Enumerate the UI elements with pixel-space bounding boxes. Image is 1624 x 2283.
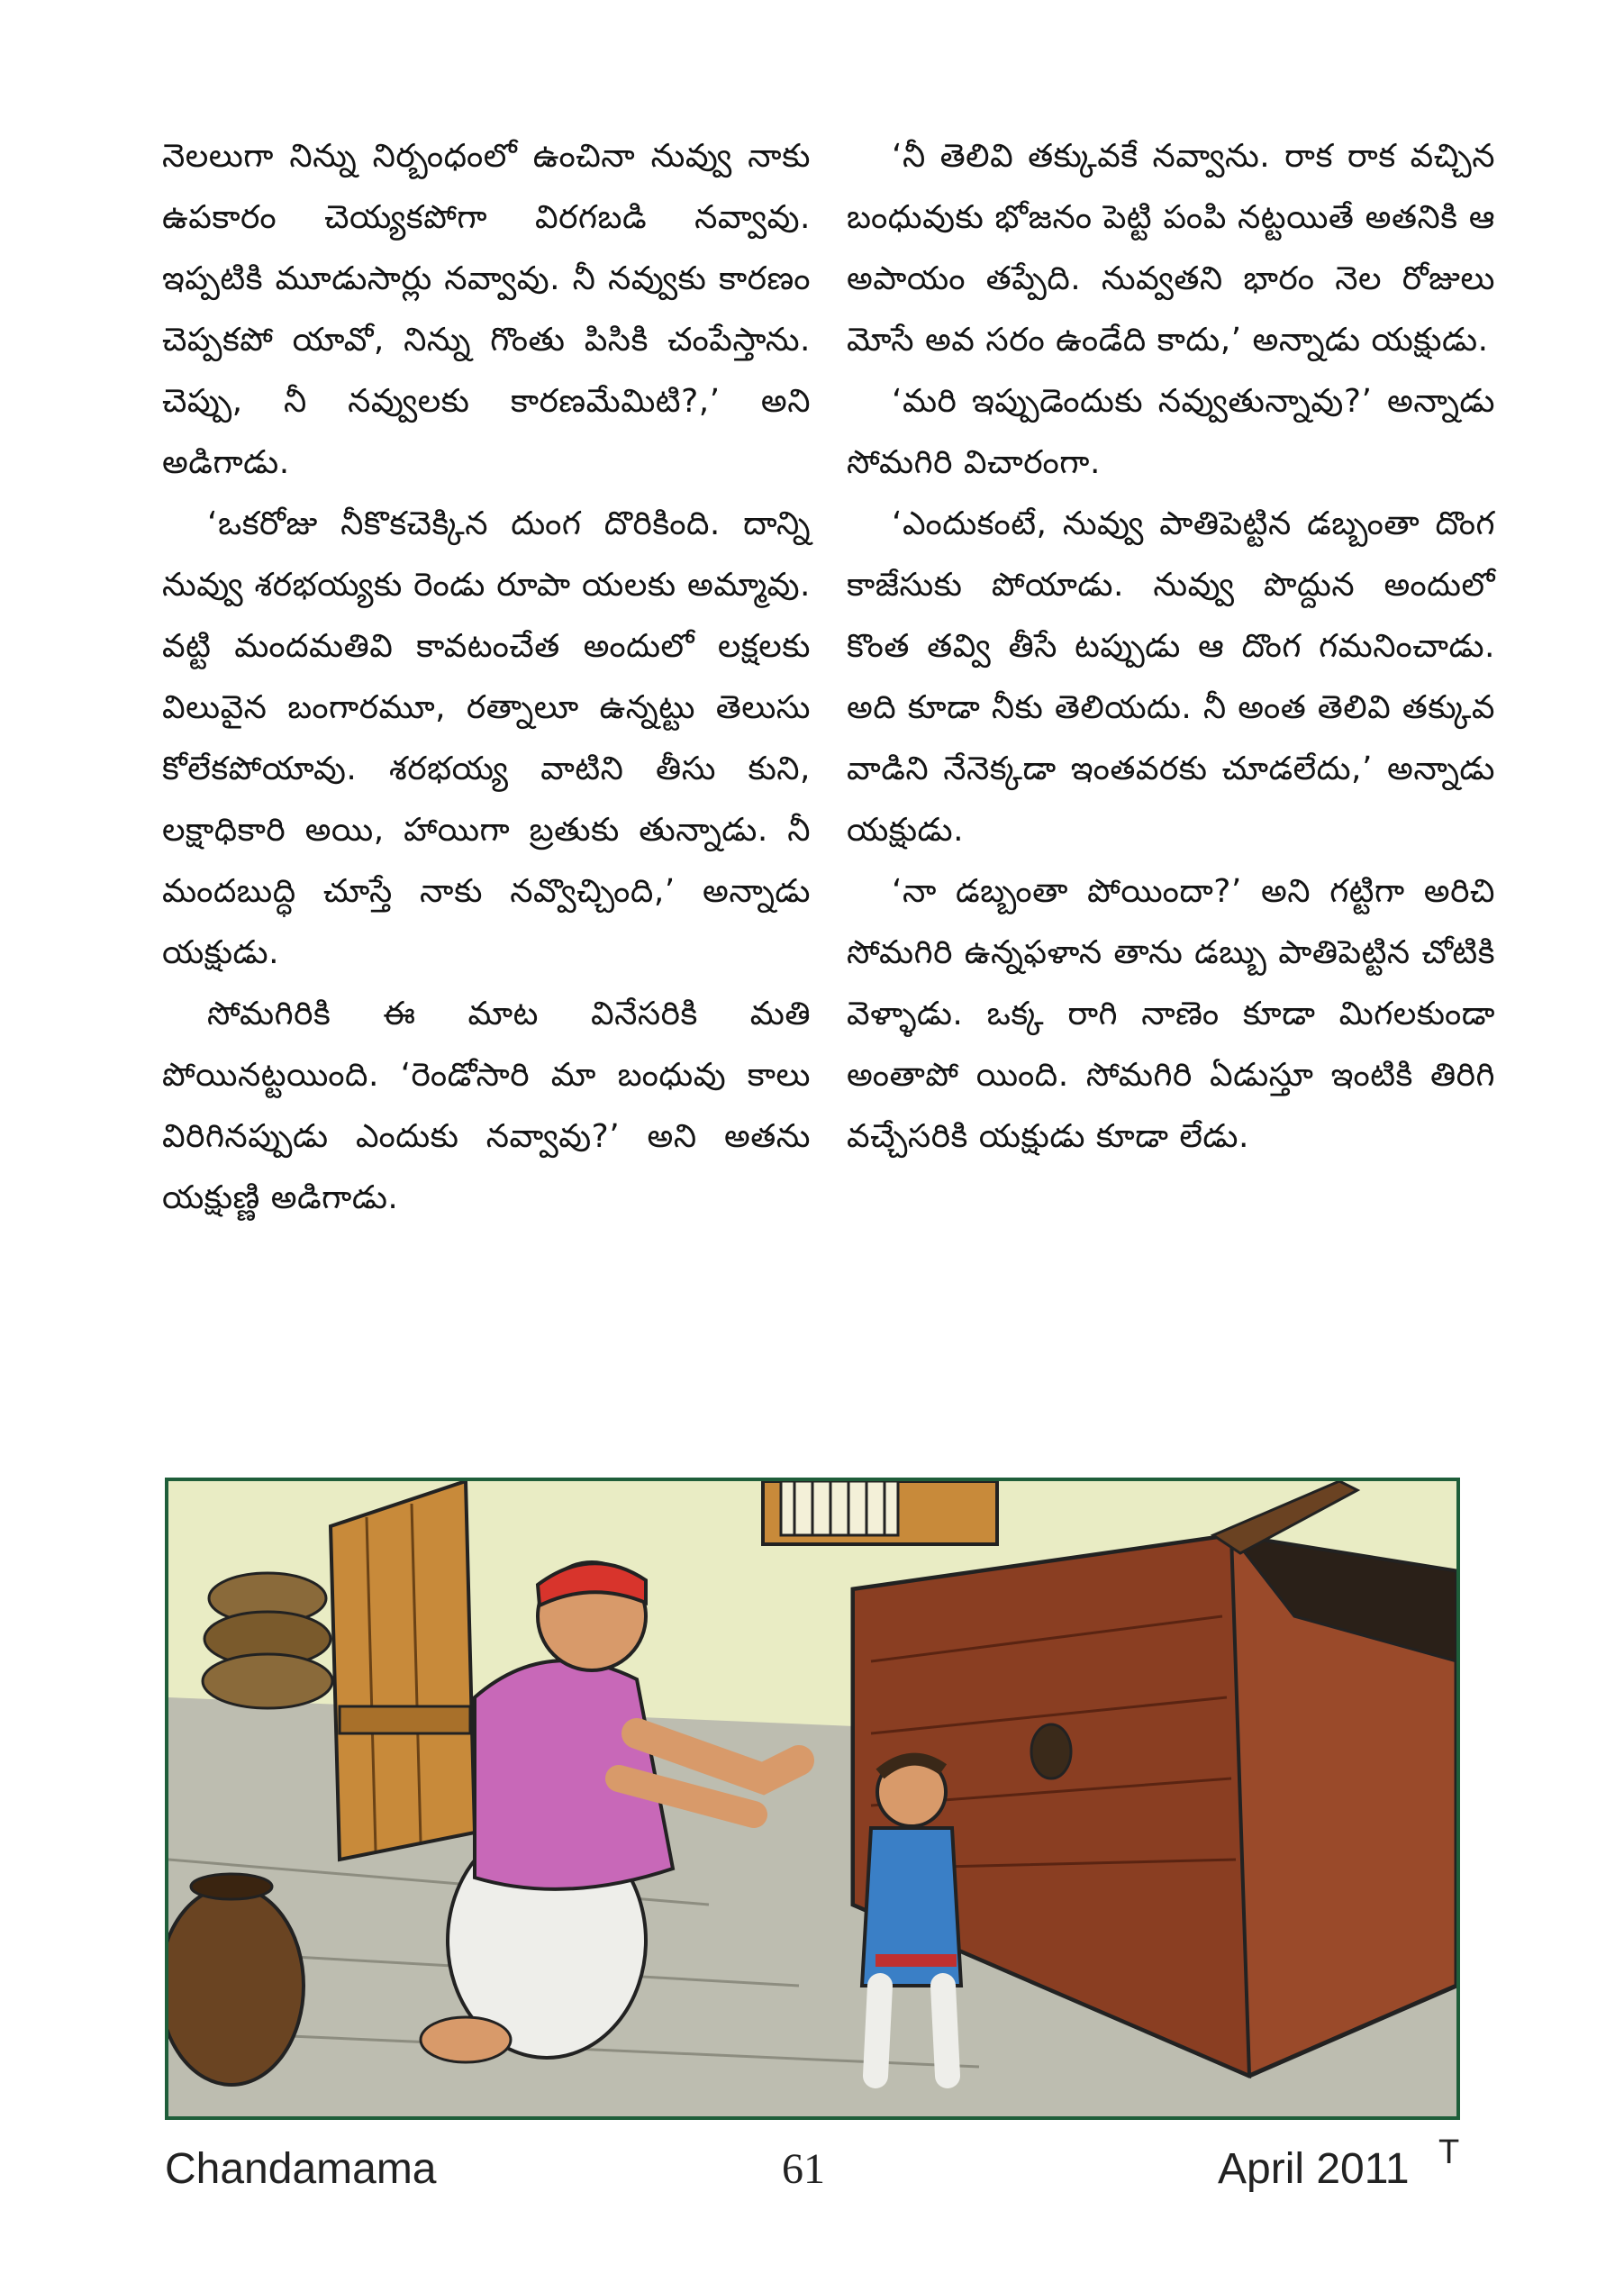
story-paragraph: ‘నీ తెలివి తక్కువకే నవ్వాను. రాక రాక వచ్చిన బంధువుకు భోజనం పెట్టి పంపి నట్టయితే అతనికి ఆ అపాయం తప్పేది. నువ్వతని భారం నెల రోజులు మోసే అవ సరం ఉండేది కాదు,’ అన్నాడు యక్షుడు.	[847, 138, 1495, 359]
magazine-name: Chandamama	[165, 2145, 437, 2193]
page-number: 61	[782, 2145, 825, 2193]
window	[763, 1481, 997, 1544]
page-footer	[0, 2126, 1624, 2198]
story-paragraph: నెలలుగా నిన్ను నిర్బంధంలో ఉంచినా నువ్వు నాకు ఉపకారం చెయ్యకపోగా విరగబడి నవ్వావు. ఇప్పటికి మూడుసార్లు నవ్వావు. నీ నవ్వుకు కారణం చెప్పకపో యావో, నిన్ను గొంతు పిసికి చంపేస్తాను. చెప్పు, నీ నవ్వులకు కారణమేమిటి?,’ అని అడిగాడు.	[162, 138, 811, 481]
wooden-door	[331, 1481, 475, 1860]
story-paragraph: ‘ఎందుకంటే, నువ్వు పాతిపెట్టిన డబ్బంతా దొంగ కాజేసుకు పోయాడు. నువ్వు పొద్దున అందులో కొంత తవ్వి తీసే టప్పుడు ఆ దొంగ గమనించాడు. అది కూడా నీకు తెలియదు. నీ అంత తెలివి తక్కువ వాడిని నేనెక్కడా ఇంతవరకు చూడలేదు,’ అన్నాడు యక్షుడు.	[847, 505, 1495, 849]
story-column-right	[847, 126, 1495, 1168]
grain-sacks	[203, 1573, 332, 1708]
issue-date: April 2011	[1218, 2145, 1410, 2193]
story-paragraph: ‘మరి ఇప్పుడెందుకు నవ్వుతున్నావు?’ అన్నాడు సోమగిరి విచారంగా.	[847, 383, 1495, 481]
illustration-scene	[168, 1481, 1456, 2116]
story-paragraph: ‘ఒకరోజు నీకొకచెక్కిన దుంగ దొరికింది. దాన్ని నువ్వు శరభయ్యకు రెండు రూపా యలకు అమ్మావు. వట్టి మందమతివి కావటంచేత అందులో లక్షలకు విలువైన బంగారమూ, రత్నాలూ ఉన్నట్టు తెలుసు కోలేకపోయావు. శరభయ్య వాటిని తీసు కుని, లక్షాధికారి అయి, హాయిగా బ్రతుకు తున్నాడు. నీ మందబుద్ధి చూస్తే నాకు నవ్వొచ్చింది,’ అన్నాడు యక్షుడు.	[162, 505, 811, 971]
story-paragraph: సోమగిరికి ఈ మాట వినేసరికి మతి పోయినట్టయింది. ‘రెండోసారి మా బంధువు కాలు విరిగినప్పుడు ఎందుకు నవ్వావు?’ అని అతను యక్షుణ్ణి అడిగాడు.	[162, 996, 811, 1216]
story-column-left	[162, 126, 811, 1229]
story-illustration	[165, 1478, 1460, 2120]
footer-mark: T	[1438, 2133, 1460, 2171]
story-paragraph: ‘నా డబ్బంతా పోయిందా?’ అని గట్టిగా అరిచి సోమగిరి ఉన్నఫళాన తాను డబ్బు పాతిపెట్టిన చోటికి వెళ్ళాడు. ఒక్క రాగి నాణెం కూడా మిగలకుండా అంతాపో యింది. సోమగిరి ఏడుస్తూ ఇంటికి తిరిగి వచ్చేసరికి యక్షుడు కూడా లేడు.	[847, 873, 1495, 1155]
